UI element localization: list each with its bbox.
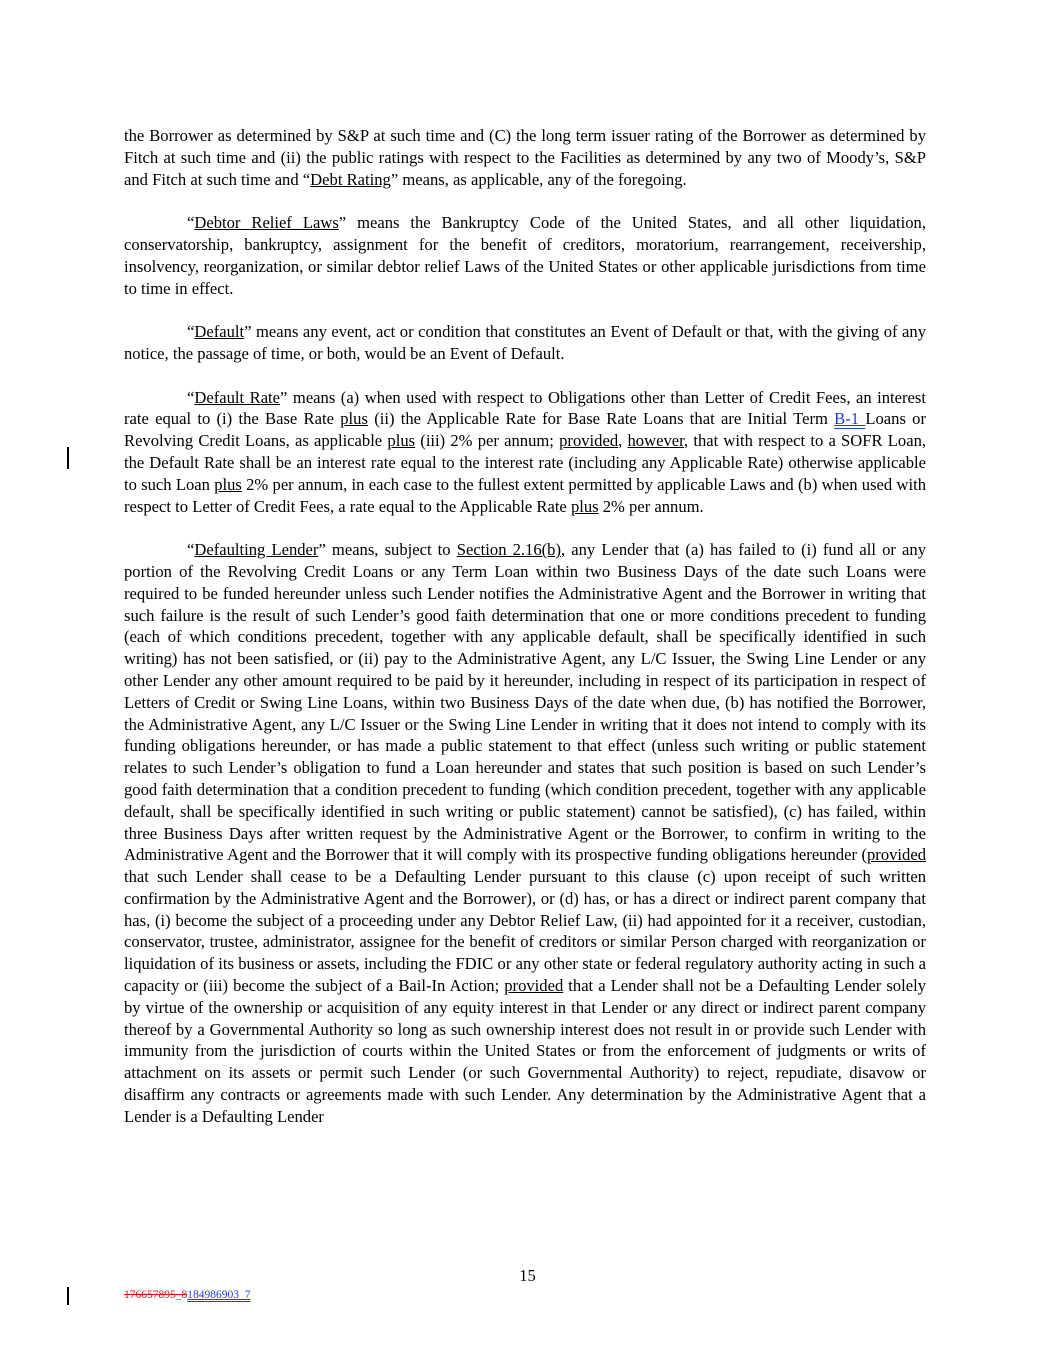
provided-term: provided (867, 845, 926, 865)
text: that such Lender shall cease to be a Defaulting Lender pursuant to this clause (c) upon receipt of such written confirmation by the Administrative Agent and the Borrower), or (d) has, or has a direct or indirect parent company that has, (i) become the subject of a proceeding under any Debtor Relief Law, (ii) had appointed for it a receiver, custodian, conservator, trustee, administrator, assignee for the benefit of creditors or similar Person charged with reorganization or liquidation of its business or assets, including the FDIC or any other state or federal regulatory authority acting in such a capacity or (iii) become the subject of a Bail-In Action; (124, 867, 926, 996)
text: 2% per annum. (598, 496, 704, 516)
paragraph-default (124, 321, 926, 365)
plus-term: plus (570, 496, 599, 516)
text: ” means the Bankruptcy Code of the United States, and all other liquidation, conservatorship, bankruptcy, assignment for the benefit of creditors, moratorium, rearrangement, receivership, insolvency, reorganization, or similar debtor relief Laws of the United States or other applicable jurisdictions from time to time in effect. (124, 213, 926, 298)
text: “ (187, 540, 195, 560)
text: ” means (a) when used with respect to Obligations other than Letter of Credit Fees, an interest rate equal to (i) the Base Rate (124, 387, 926, 429)
text: (iii) 2% per annum; (415, 431, 560, 451)
paragraph-debt-rating-continued (124, 125, 926, 190)
defined-term-default: Default (194, 322, 245, 342)
paragraph-debtor-relief-laws (124, 212, 926, 299)
text: that a Lender shall not be a Defaulting Lender solely by virtue of the ownership or acquisition of any equity interest in that Lender or any direct or indirect parent company thereof by a Governmental Authority so long as such ownership interest does not result in or provide such Lender with immunity from the jurisdiction of courts within the United States or from the enforcement of judgments or writs of attachment on its assets or permit such Lender (or such Governmental Authority) to reject, repudiate, disavow or disaffirm any contracts or agreements made with such Lender. Any determination by the Administrative Agent that a Lender is a Defaulting Lender (124, 976, 926, 1126)
inserted-text-b1: B-1 (834, 409, 866, 429)
page-number: 15 (519, 1266, 536, 1285)
deleted-doc-id: 176657895_8 (124, 1289, 188, 1301)
text: 2% per annum, in each case to the fullest extent permitted by applicable Laws and (b) when used with respect to Letter of Credit Fees, a rate equal to the Applicable Rate (124, 474, 926, 516)
change-bar-top (67, 447, 69, 469)
text: ” means, as applicable, any of the foregoing. (390, 169, 687, 189)
plus-term: plus (387, 431, 416, 451)
defined-term-defaulting-lender: Defaulting Lender (194, 540, 319, 560)
plus-term: plus (214, 474, 242, 494)
change-bar-footer (67, 1287, 69, 1305)
text: , that with respect to a SOFR Loan, the Default Rate shall be an interest rate equal to the interest rate (including any Applicable Rate) otherwise applicable to such Loan (124, 431, 927, 494)
text: , any Lender that (a) has failed to (i) fund all or any portion of the Revolving Credit Loans or any Term Loan within two Business Days of the date such Loans were required to be funded hereunder unless such Lender notifies the Administrative Agent and the Borrower in writing that such failure is the result of such Lender’s good faith determination that one or more conditions precedent to funding (each of which conditions precedent, together with any applicable default, shall be specifically identified in such writing) has not been satisfied, or (ii) pay to the Administrative Agent, any L/C Issuer, the Swing Line Lender or any other Lender any other amount required to be paid by it hereunder, including in respect of its participation in respect of Letters of Credit or Swing Line Loans, within two Business Days of the date when due, (b) has notified the Borrower, the Administrative Agent, any L/C Issuer or the Swing Line Lender in writing that it does not intend to comply with its funding obligations hereunder, or has made a public statement to that effect (unless such writing or public statement relates to such Lender’s obligation to fund a Loan hereunder and states that such position is based on such Lender’s good faith determination that a condition precedent to funding (which condition precedent, together with any applicable default, shall be specifically identified in such writing or public statement) cannot be satisfied), (c) has failed, within three Business Days after written request by the Administrative Agent or the Borrower, to confirm in writing to the Administrative Agent and the Borrower that it will comply with its prospective funding obligations hereunder ( (124, 540, 926, 865)
inserted-doc-id: 184986903_7 (187, 1289, 251, 1301)
paragraph-default-rate (124, 387, 926, 518)
text: “ (187, 322, 195, 342)
text: ” means, subject to (318, 540, 457, 560)
text: the Borrower as determined by S&P at such time and (C) the long term issuer rating of the Borrower as determined by Fitch at such time and (ii) the public ratings with respect to the Facilities as determined by any two of Moody’s, S&P and Fitch at such time and “ (124, 126, 926, 189)
section-reference: Section 2.16(b) (456, 540, 561, 560)
defined-term-debtor-relief-laws: Debtor Relief Laws (194, 213, 339, 233)
document-body (124, 125, 926, 1149)
text: (ii) the Applicable Rate for Base Rate Loans that are Initial Term (367, 409, 835, 429)
plus-term: plus (340, 409, 368, 429)
text: “ (187, 213, 195, 233)
text: , (618, 431, 628, 451)
however-term: however (627, 431, 684, 451)
paragraph-defaulting-lender (124, 539, 926, 1128)
provided-term: provided (559, 431, 619, 451)
text: “ (187, 387, 195, 407)
text: ” means any event, act or condition that constitutes an Event of Default or that, with the giving of any notice, the passage of time, or both, would be an Event of Default. (124, 322, 926, 363)
text: Loans or Revolving Credit Loans, as applicable (124, 409, 926, 451)
provided-term: provided (504, 976, 564, 996)
document-id (124, 1289, 251, 1301)
defined-term-default-rate: Default Rate (194, 387, 281, 407)
defined-term-debt-rating: Debt Rating (310, 169, 391, 189)
